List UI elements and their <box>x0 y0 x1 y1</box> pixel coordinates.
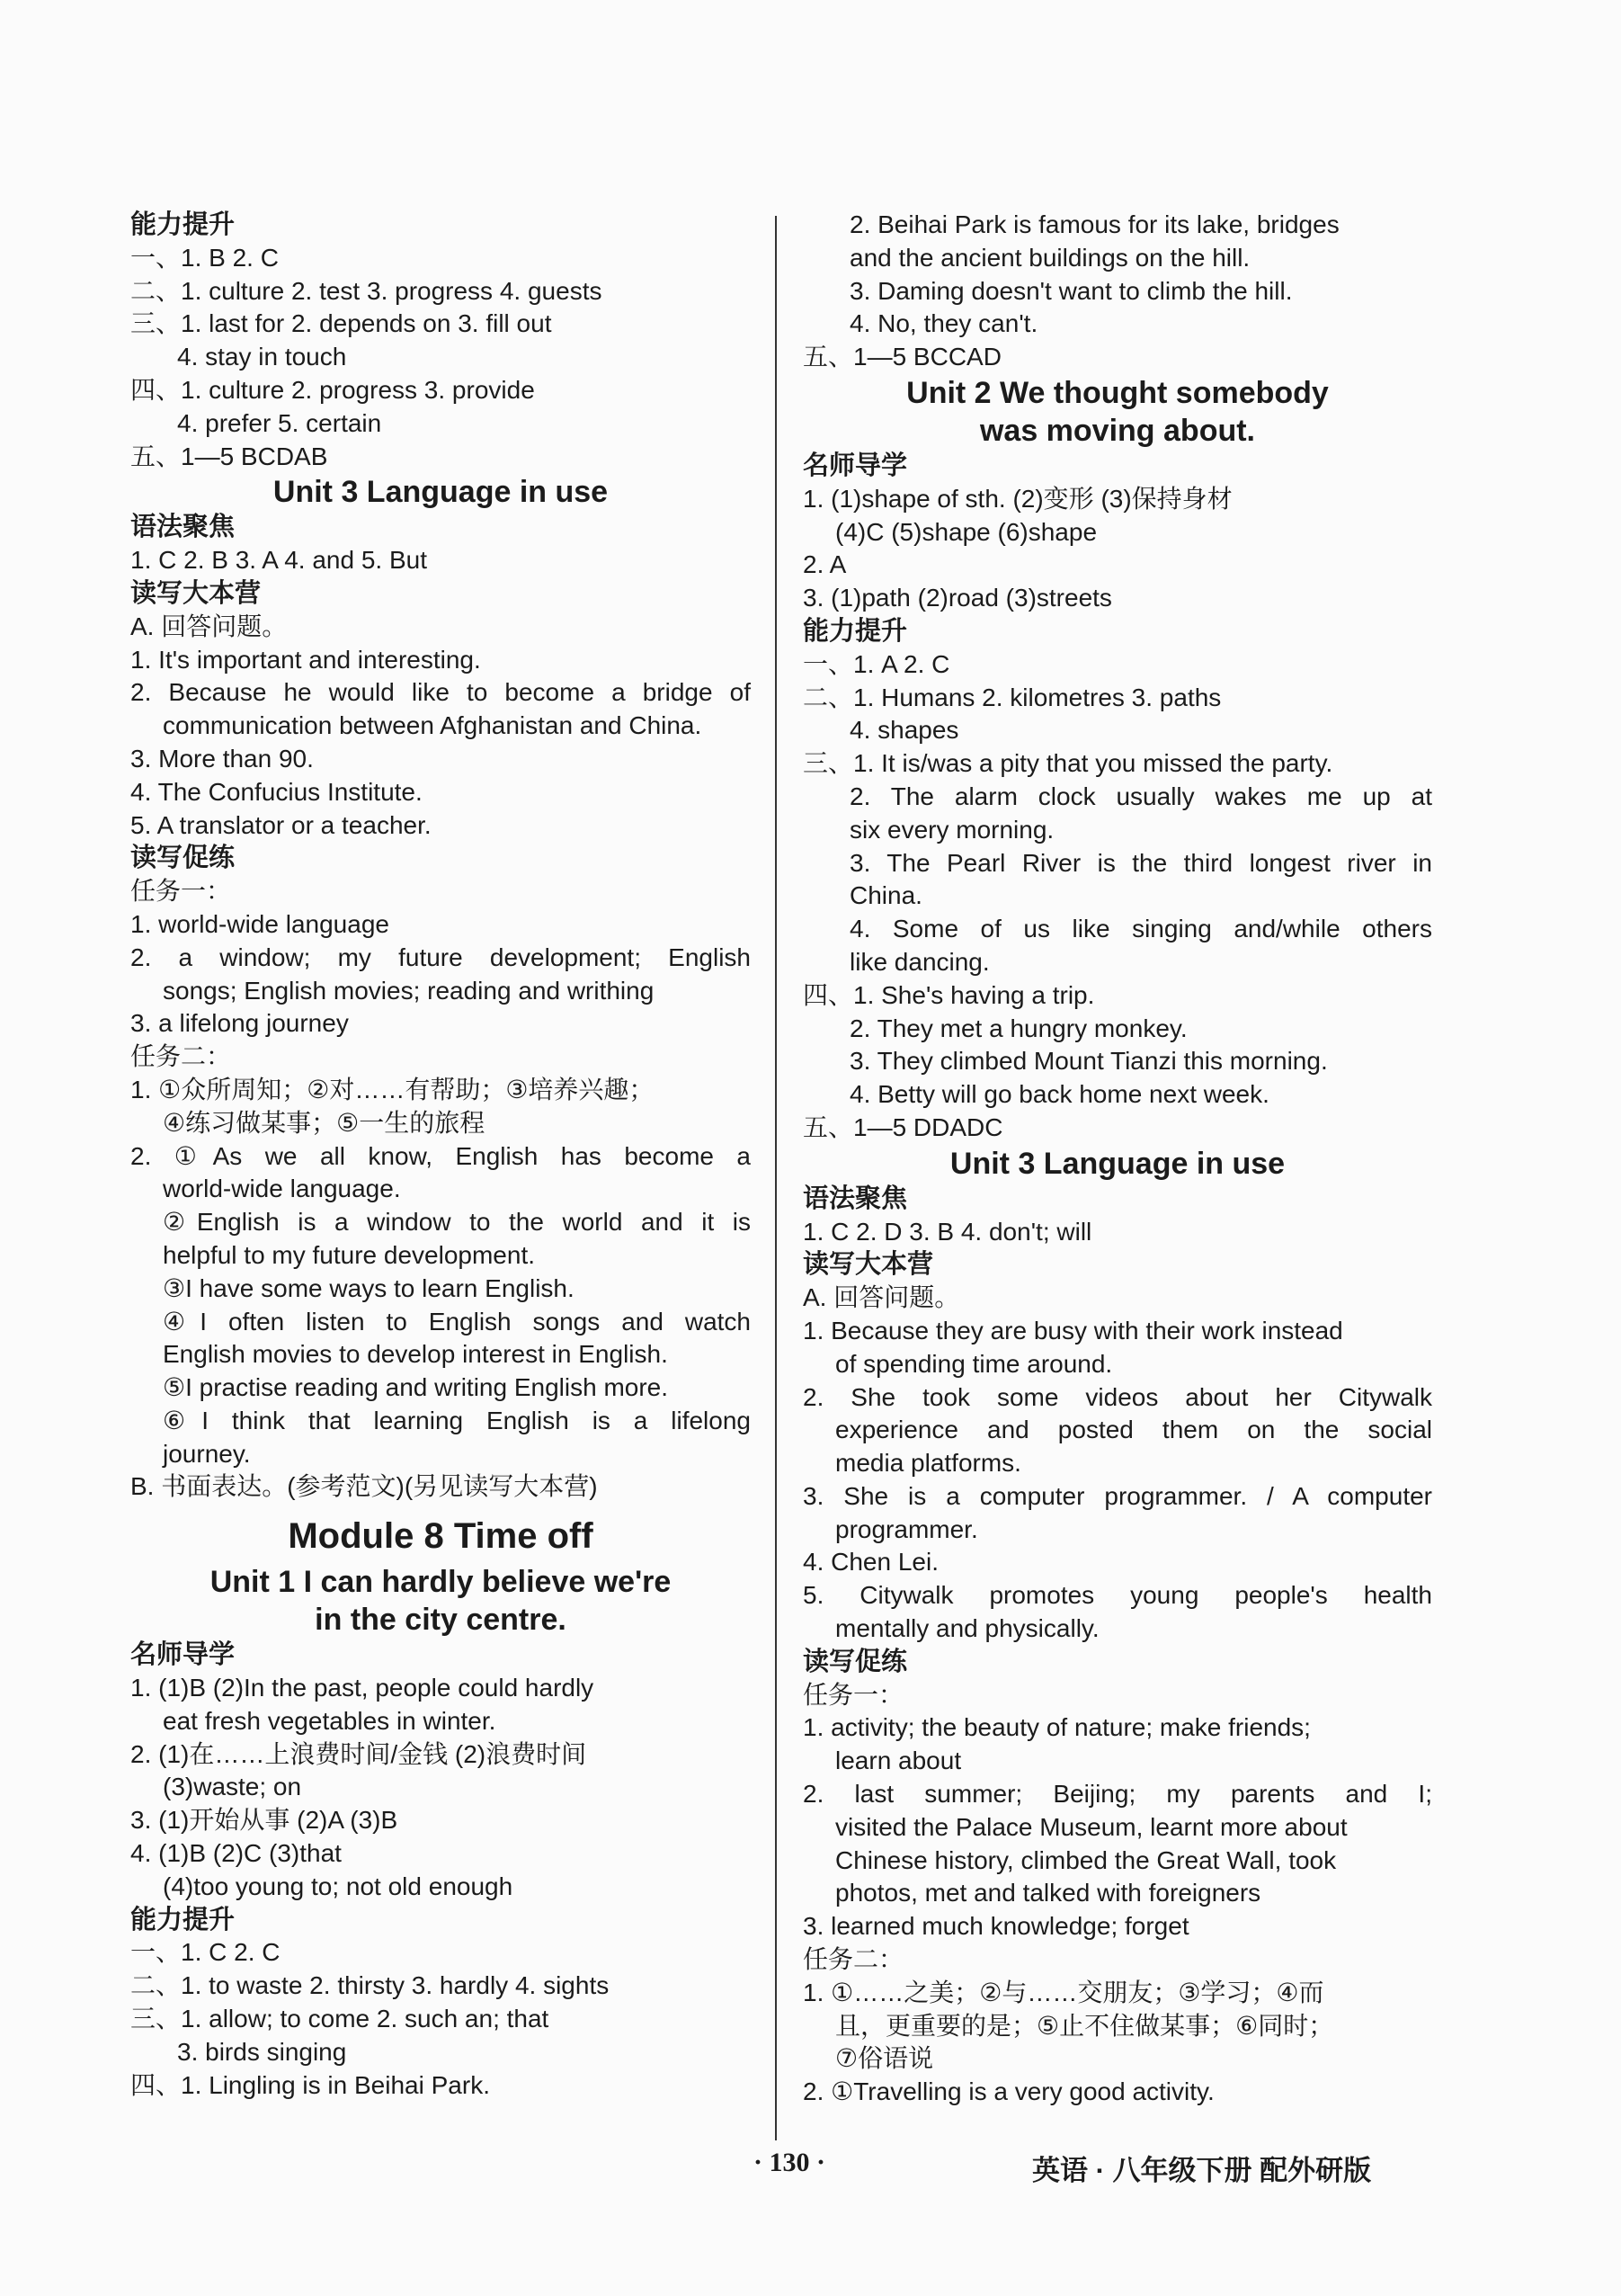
heading-line: was moving about. <box>979 413 1256 448</box>
answer-line: 2. A <box>803 550 847 579</box>
answer-line: 任务二： <box>130 1042 232 1071</box>
answer-line: 1. ①……之美；②与……交朋友；③学习；④而 <box>803 1978 1324 2006</box>
answer-line: 一、1. A 2. C <box>803 649 950 678</box>
answer-line: 3. (1)path (2)road (3)streets <box>803 584 1112 612</box>
answer-line: 1. (1)B (2)In the past, people could hardly <box>130 1674 594 1702</box>
answer-line: 5. Citywalk promotes young people's health <box>803 1581 1432 1610</box>
answer-line: 3. They climbed Mount Tianzi this morning. <box>850 1047 1328 1076</box>
answer-line: ⑦俗语说 <box>835 2044 934 2073</box>
heading-line: Unit 2 We thought somebody <box>906 375 1329 410</box>
answer-line: 3. a lifelong journey <box>130 1009 349 1038</box>
answer-line: programmer. <box>835 1514 978 1543</box>
answer-line: 四、1. She's having a trip. <box>803 980 1095 1009</box>
answer-line: 且，更重要的是；⑤止不住做某事；⑥同时； <box>835 2011 1334 2040</box>
answer-line: 4. Some of us like singing and/while others <box>850 915 1432 943</box>
answer-line: 2. Beihai Park is famous for its lake, bridges <box>850 210 1340 238</box>
answer-line: 2. last summer; Beijing; my parents and I; <box>803 1780 1432 1809</box>
answer-line: ⑤I practise reading and writing English more. <box>163 1373 669 1402</box>
answer-line: 4. Betty will go back home next week. <box>850 1080 1269 1109</box>
answer-line: of spending time around. <box>835 1349 1113 1378</box>
answer-line: 5. A translator or a teacher. <box>130 810 432 839</box>
answer-line: 1. ①众所周知；②对……有帮助；③培养兴趣； <box>130 1075 655 1103</box>
section-title: 能力提升 <box>130 210 236 239</box>
answer-line: 4. (1)B (2)C (3)that <box>130 1839 342 1868</box>
answer-line: 四、1. Lingling is in Beihai Park. <box>130 2070 490 2099</box>
answer-line: helpful to my future development. <box>163 1240 536 1269</box>
module-heading <box>130 1504 751 1563</box>
answer-line: ③I have some ways to learn English. <box>163 1273 574 1302</box>
answer-line: 任务一： <box>130 877 232 906</box>
answer-line: 五、1—5 BCCAD <box>803 343 1002 371</box>
answer-line: 2. They met a hungry monkey. <box>850 1014 1188 1042</box>
answer-line: 五、1—5 BCDAB <box>130 442 328 470</box>
section-title: 名师导学 <box>803 451 908 480</box>
answer-line: 任务一： <box>803 1680 904 1709</box>
section-title: 能力提升 <box>130 1905 236 1934</box>
answer-line: 二、1. culture 2. test 3. progress 4. guests <box>130 276 602 305</box>
answer-line: ④I often listen to English songs and watch <box>163 1307 751 1336</box>
section-title: 读写大本营 <box>803 1250 934 1280</box>
answer-line: 二、1. Humans 2. kilometres 3. paths <box>803 683 1222 711</box>
answer-line: photos, met and talked with foreigners <box>835 1879 1261 1907</box>
answer-line: (4)too young to; not old enough <box>163 1872 513 1900</box>
answer-line: 3. learned much knowledge; forget <box>803 1912 1189 1941</box>
answer-line: 3. birds singing <box>177 2037 347 2066</box>
answer-line: A. 回答问题。 <box>130 612 288 640</box>
answer-line: 1. Because they are busy with their work instead <box>803 1316 1343 1345</box>
answer-line: ⑥I think that learning English is a lifelong <box>163 1406 751 1434</box>
answer-line: like dancing. <box>850 947 990 976</box>
unit-heading <box>803 1145 1432 1183</box>
page-number: · 130 · <box>753 2148 826 2177</box>
answer-line: China. <box>850 881 922 910</box>
answer-line: journey. <box>163 1439 251 1468</box>
answer-line: 2. a window; my future development; English <box>130 943 751 971</box>
answer-line: communication between Afghanistan and China. <box>163 711 702 740</box>
answer-line: 任务二： <box>803 1945 904 1974</box>
heading-line: in the city centre. <box>315 1603 566 1638</box>
answer-line: songs; English movies; reading and writhing <box>163 976 655 1005</box>
section-title: 读写促练 <box>130 844 236 873</box>
section-title: 名师导学 <box>130 1640 236 1670</box>
answer-line: 2. ①Travelling is a very good activity. <box>803 2077 1215 2106</box>
answer-line: six every morning. <box>850 815 1055 844</box>
answer-line: 1. (1)shape of sth. (2)变形 (3)保持身材 <box>803 484 1233 513</box>
answer-line: ④练习做某事；⑤一生的旅程 <box>163 1108 485 1137</box>
answer-line: B. 书面表达。(参考范文)(另见读写大本营) <box>130 1472 598 1501</box>
answer-line: 4. No, they can't. <box>850 309 1038 338</box>
answer-line: 一、1. B 2. C <box>130 243 279 272</box>
answer-line: (3)waste; on <box>163 1773 302 1801</box>
answer-line: Chinese history, climbed the Great Wall, took <box>835 1845 1337 1874</box>
answer-line: 4. Chen Lei. <box>803 1548 939 1577</box>
answer-line: 3. She is a computer programmer. / A computer <box>803 1481 1432 1510</box>
answer-line: 2. She took some videos about her Citywalk <box>803 1382 1432 1411</box>
left-column <box>130 209 751 2102</box>
answer-line: ②English is a window to the world and it is <box>163 1208 751 1237</box>
answer-line: 3. (1)开始从事 (2)A (3)B <box>130 1806 398 1835</box>
answer-line: 三、1. allow; to come 2. such an; that <box>130 2005 549 2033</box>
answer-line: 4. The Confucius Institute. <box>130 777 423 806</box>
unit-heading <box>803 374 1432 450</box>
answer-line: (4)C (5)shape (6)shape <box>835 517 1098 546</box>
section-title: 能力提升 <box>803 616 908 646</box>
answer-line: eat fresh vegetables in winter. <box>163 1706 496 1735</box>
answer-line: 二、1. to waste 2. thirsty 3. hardly 4. sights <box>130 1971 610 2000</box>
answer-line: 2. ①As we all know, English has become a <box>130 1141 751 1170</box>
book-info: 英语 · 八年级下册 配外研版 <box>1032 2155 1372 2186</box>
heading-line: Unit 3 Language in use <box>272 475 609 510</box>
answer-line: A. 回答问题。 <box>803 1283 960 1312</box>
section-title: 读写大本营 <box>130 578 262 608</box>
heading-line: Unit 1 I can hardly believe we're <box>209 1565 672 1600</box>
answer-line: 1. world-wide language <box>130 909 389 938</box>
answer-line: 2. The alarm clock usually wakes me up at <box>850 782 1432 810</box>
section-title: 语法聚焦 <box>803 1184 908 1213</box>
answer-line: 4. prefer 5. certain <box>177 408 382 437</box>
answer-line: 1. It's important and interesting. <box>130 645 481 674</box>
unit-heading <box>130 473 751 511</box>
answer-line: 3. Daming doesn't want to climb the hill. <box>850 276 1293 305</box>
heading-line: Unit 3 Language in use <box>949 1146 1286 1181</box>
answer-line: 3. The Pearl River is the third longest river in <box>850 848 1432 877</box>
answer-line: 1. activity; the beauty of nature; make friends; <box>803 1713 1311 1742</box>
answer-line: experience and posted them on the social <box>835 1416 1432 1444</box>
answer-line: English movies to develop interest in English. <box>163 1340 668 1369</box>
section-title: 读写促练 <box>803 1647 908 1676</box>
answer-line: 4. stay in touch <box>177 343 347 371</box>
section-title: 语法聚焦 <box>130 513 236 542</box>
answer-line: 1. C 2. D 3. B 4. don't; will <box>803 1217 1092 1246</box>
answer-line: media platforms. <box>835 1449 1021 1478</box>
column-divider <box>775 216 777 2140</box>
answer-line: 一、1. C 2. C <box>130 1938 281 1967</box>
answer-line: 1. C 2. B 3. A 4. and 5. But <box>130 546 427 575</box>
answer-line: 3. More than 90. <box>130 744 314 773</box>
answer-line: 4. shapes <box>850 716 959 745</box>
answer-line: 2. Because he would like to become a bridge of <box>130 678 751 707</box>
heading-line: Module 8 Time off <box>288 1516 593 1557</box>
page-footer <box>0 2148 1621 2191</box>
answer-line: 四、1. culture 2. progress 3. provide <box>130 375 535 404</box>
answer-line: and the ancient buildings on the hill. <box>850 243 1251 272</box>
answer-line: visited the Palace Museum, learnt more about <box>835 1812 1348 1841</box>
right-column <box>803 209 1432 2109</box>
answer-line: world-wide language. <box>163 1175 401 1203</box>
unit-heading <box>130 1563 751 1639</box>
answer-line: learn about <box>835 1747 962 1775</box>
answer-line: 五、1—5 DDADC <box>803 1112 1003 1141</box>
answer-line: 2. (1)在……上浪费时间/金钱 (2)浪费时间 <box>130 1739 587 1768</box>
answer-line: 三、1. It is/was a pity that you missed the party. <box>803 749 1333 778</box>
answer-line: 三、1. last for 2. depends on 3. fill out <box>130 309 552 338</box>
answer-line: mentally and physically. <box>835 1614 1100 1643</box>
